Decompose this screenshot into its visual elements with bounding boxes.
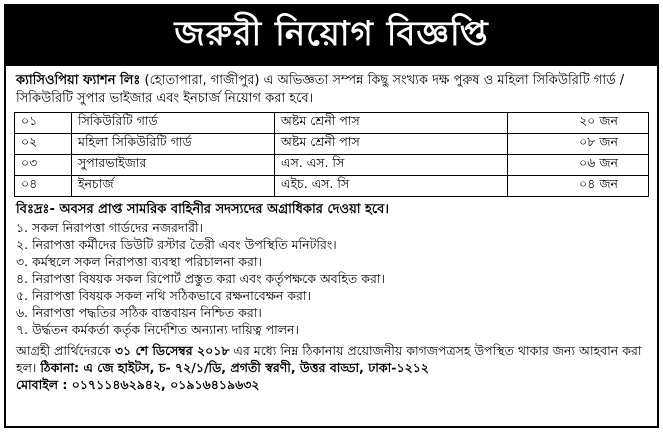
position-title: মহিলা সিকিউরিটি গার্ড: [72, 134, 275, 155]
position-count: ০৪ জন: [508, 176, 649, 197]
office-address: ঠিকানা: এ জে হাইটস, চ- ৭২/১/ডি, প্রগতী স্বরণী, উত্তর বাড্ডা, ঢাকা-১২১২: [40, 360, 429, 375]
duty-item: ৭. উর্দ্ধতন কর্মকর্তা কর্তৃক নির্দেশিত অন্যান্য দায়িত্ব পালন।: [16, 322, 299, 337]
position-count: ০৮ জন: [508, 134, 649, 155]
position-title: ইনচার্জ: [72, 176, 275, 197]
position-title: সিকিউরিটি গার্ড: [72, 113, 275, 134]
company-name: ক্যাসিওপিয়া ফ্যাশন লিঃ: [16, 73, 141, 88]
instructions-text-2: এর মধ্যে নিম্ন ঠিকানায় প্রয়োজনীয় কাগজপত্রসহ উপস্থিত থাকার জন্য আহবান করা হল।: [16, 343, 642, 375]
position-qualification: অষ্টম শ্রেনী পাস: [275, 113, 508, 134]
position-serial: ০১: [15, 113, 72, 134]
position-serial: ০২: [15, 134, 72, 155]
position-qualification: অষ্টম শ্রেনী পাস: [275, 134, 508, 155]
table-row: [15, 176, 649, 197]
duty-item: ৫. নিরাপত্তা বিষয়ক সকল নথি সঠিকভাবে রক্ষনাবেক্ষন করা।: [16, 288, 312, 303]
table-row: [15, 155, 649, 176]
deadline-date: ৩১ শে ডিসেম্বর ২০১৮: [114, 343, 230, 358]
position-count: ২০ জন: [508, 113, 649, 134]
duty-item: ৬. নিরাপত্তা পদ্ধতির সঠিক বাস্তবায়ন নিশ্চিত করা।: [16, 305, 262, 320]
circular-title: জরুরী নিয়োগ বিজ্ঞপ্তি: [6, 6, 657, 66]
position-title: সুপারভাইজার: [72, 155, 275, 176]
position-serial: ০৪: [15, 176, 72, 197]
duty-item: ২. নিরাপত্তা কর্মীদের ডিউটি রস্টার তৈরী এবং উপস্থিতি মনিটরিং।: [16, 237, 337, 252]
duties-list: [6, 219, 657, 338]
position-qualification: এইচ. এস. সি: [275, 176, 508, 197]
duty-item: ১. সকল নিরাপত্তা গার্ডদের নজরদারী।: [16, 220, 203, 235]
intro-text: (হোতাপারা, গাজীপুর) এ অভিজ্ঞতা সম্পন্ন কিছু সংখ্যক দক্ষ পুরুষ ও মহিলা সিকিউরিটি গার্ড / সিকিউরিটি সুপার ভাইজার এবং ইনচার্জ নিয়োগ করা হবে।: [16, 73, 625, 106]
table-row: [15, 113, 649, 134]
job-circular: [4, 4, 659, 428]
duty-item: ৪. নিরাপত্তা বিষয়ক সকল রিপোর্ট প্রস্তুত করা এবং কর্তৃপক্ষকে অবহিত করা।: [16, 271, 385, 286]
instructions-text: আগ্রহী প্রার্থিদেরকে: [16, 343, 115, 358]
position-count: ০৬ জন: [508, 155, 649, 176]
priority-note: বিঃদ্রঃ- অবসর প্রাপ্ত সামরিক বাহিনীর সদস্যদের অগ্রাধিকার দেওয়া হবে।: [16, 202, 389, 217]
position-qualification: এস. এস. সি: [275, 155, 508, 176]
position-serial: ০৩: [15, 155, 72, 176]
positions-table: [14, 112, 649, 197]
application-instructions: [6, 338, 657, 393]
contact-mobile: মোবাইল : ০১৭১১৪৬২৯৪২, ০১৯১৬৪১৯৬৩২: [16, 377, 260, 392]
duty-item: ৩. কর্মস্থলে সকল নিরাপত্তা ব্যবস্থা পরিচালনা করা।: [16, 254, 263, 269]
table-row: [15, 134, 649, 155]
intro-paragraph: [6, 66, 657, 110]
